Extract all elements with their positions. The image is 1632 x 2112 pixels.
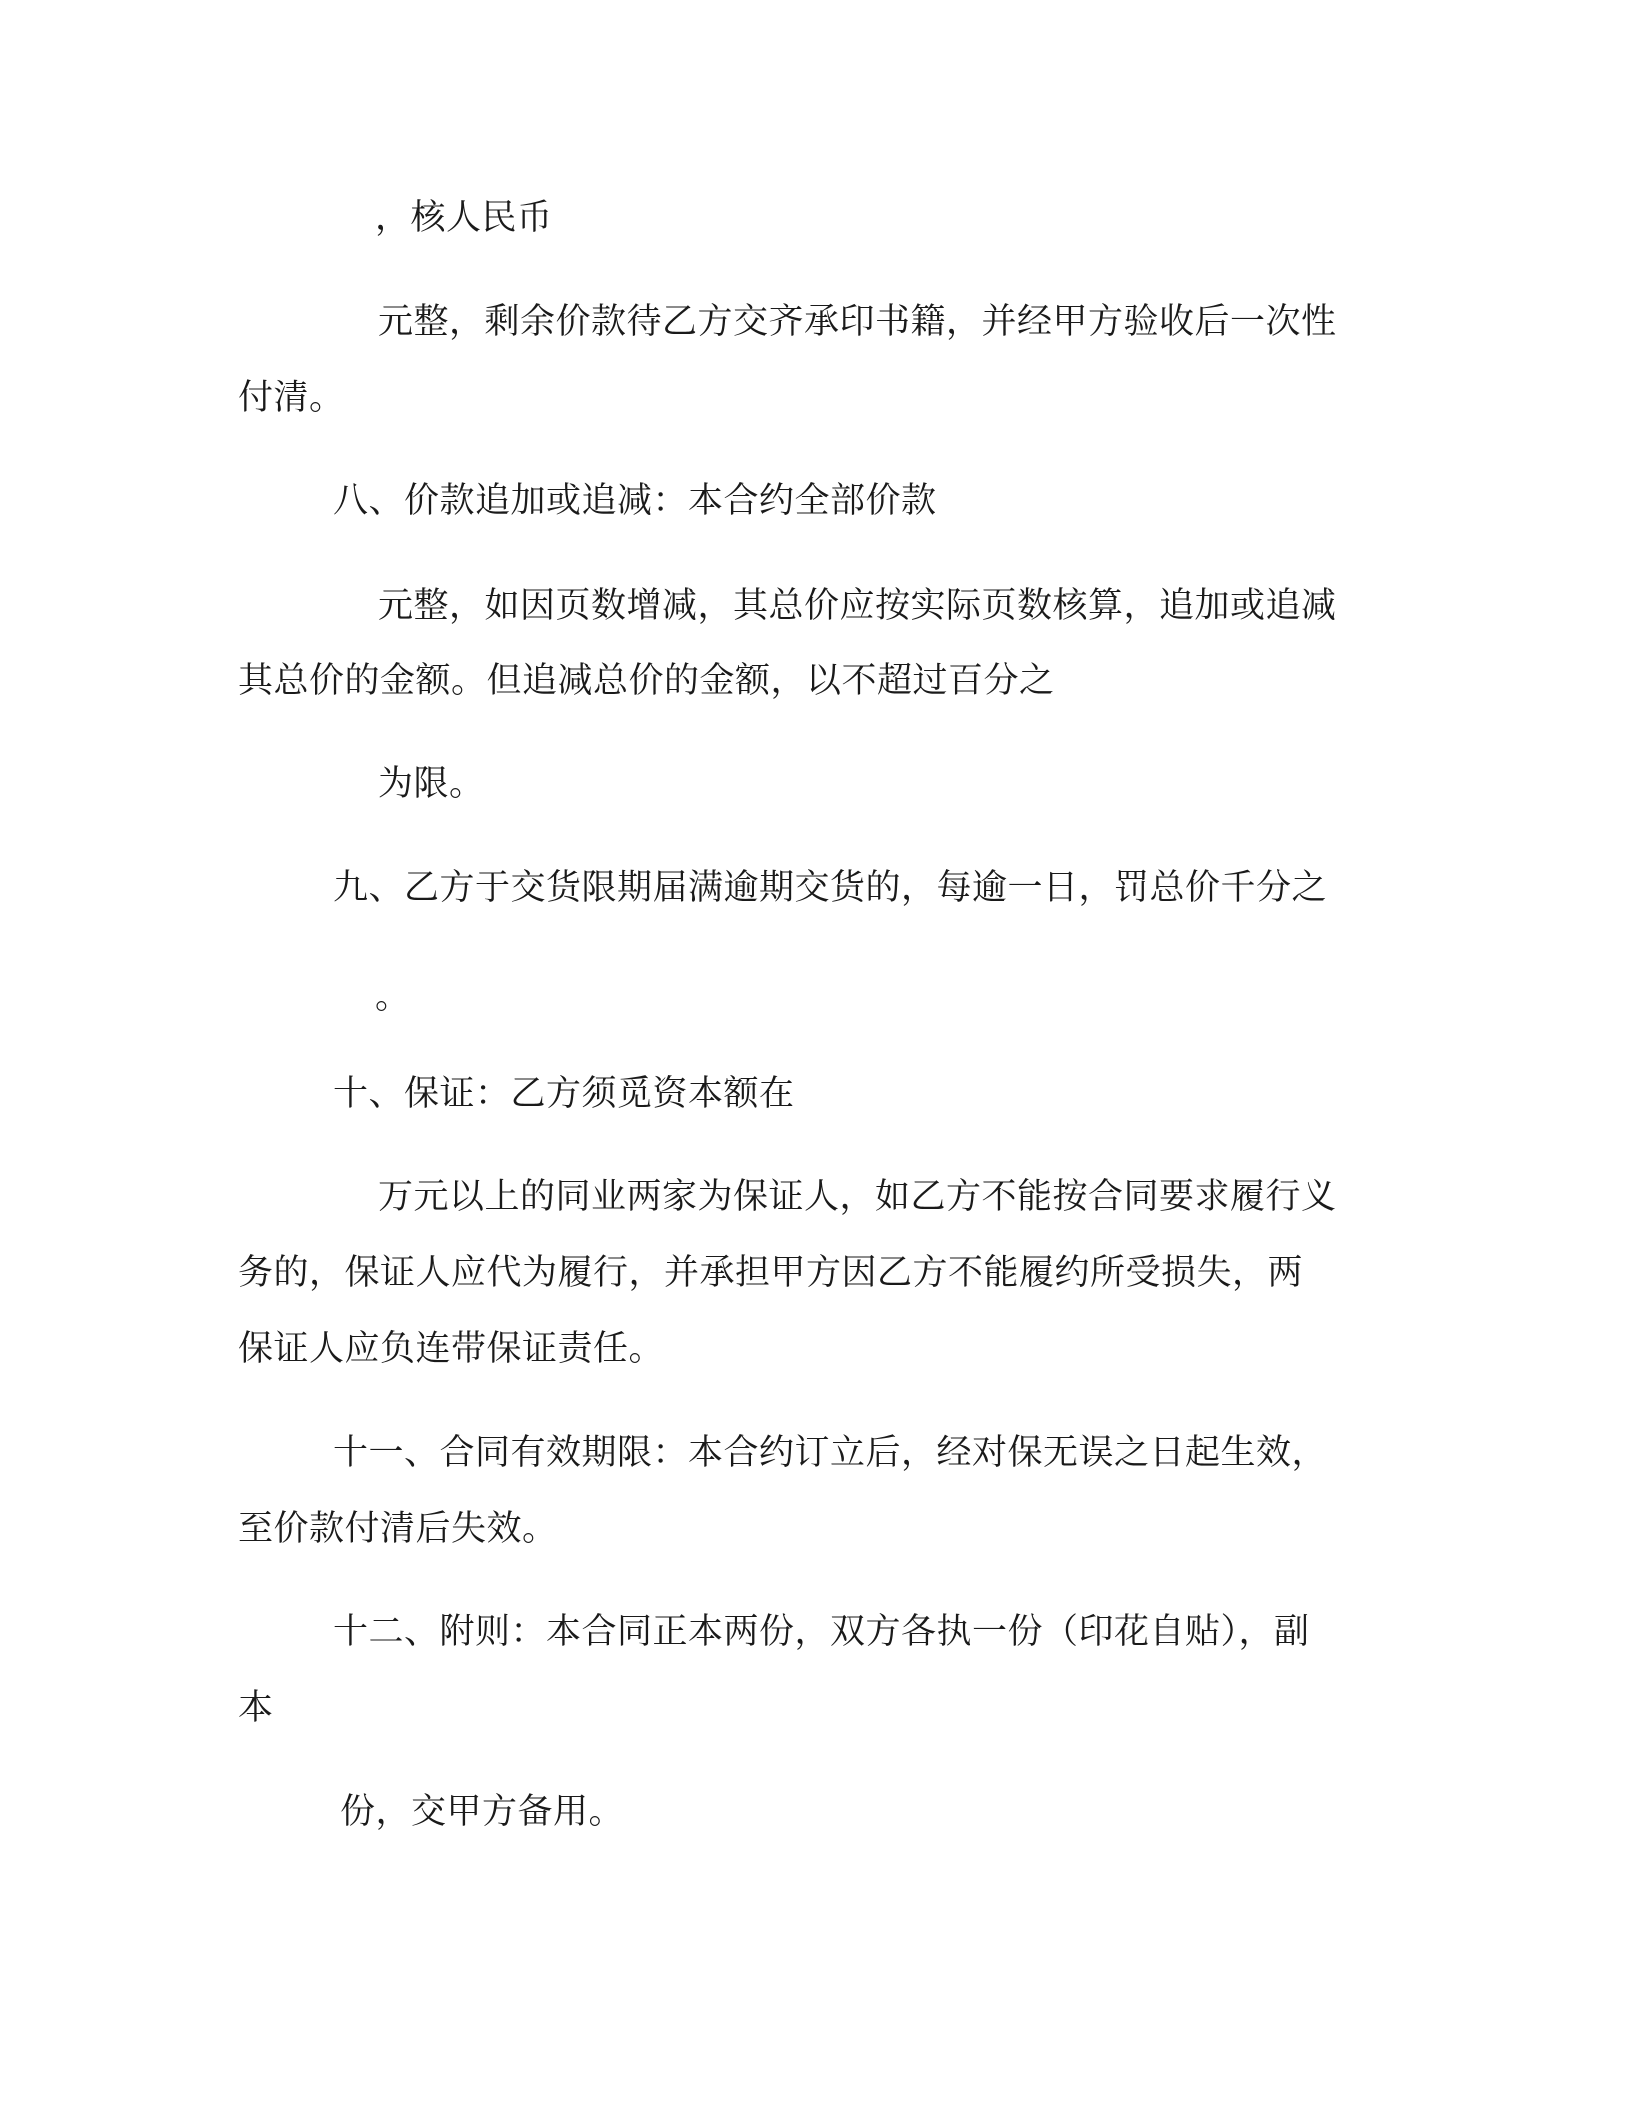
text-line: 付清。 (238, 378, 345, 418)
text-line: 万元以上的同业两家为保证人，如乙方不能按合同要求履行义 (378, 1177, 1337, 1217)
text-line: 其总价的金额。但追减总价的金额，以不超过百分之 (238, 661, 1055, 701)
text-line: 份，交甲方备用。 (340, 1792, 625, 1832)
clause-8-heading: 八、价款追加或追减：本合约全部价款 (333, 481, 937, 521)
text-line: 至价款付清后失效。 (238, 1509, 558, 1549)
text-line: 元整，如因页数增减，其总价应按实际页数核算，追加或追减 (378, 586, 1337, 626)
clause-12-heading: 十二、附则：本合同正本两份，双方各执一份（印花自贴），副 (333, 1612, 1310, 1652)
clause-10-heading: 十、保证：乙方须觅资本额在 (333, 1074, 795, 1114)
text-line: ，核人民币 (375, 198, 553, 238)
text-line: 为限。 (378, 764, 485, 804)
clause-9-heading: 九、乙方于交货限期届满逾期交货的，每逾一日，罚总价千分之 (333, 868, 1328, 908)
text-line: 务的，保证人应代为履行，并承担甲方因乙方不能履约所受损失，两 (238, 1253, 1304, 1293)
text-line: 保证人应负连带保证责任。 (238, 1329, 665, 1369)
text-line: 元整，剩余价款待乙方交齐承印书籍，并经甲方验收后一次性 (378, 302, 1337, 342)
clause-11-heading: 十一、合同有效期限：本合约订立后，经对保无误之日起生效， (333, 1433, 1328, 1473)
text-line: 。 (375, 977, 411, 1017)
text-line: 本 (238, 1688, 274, 1728)
